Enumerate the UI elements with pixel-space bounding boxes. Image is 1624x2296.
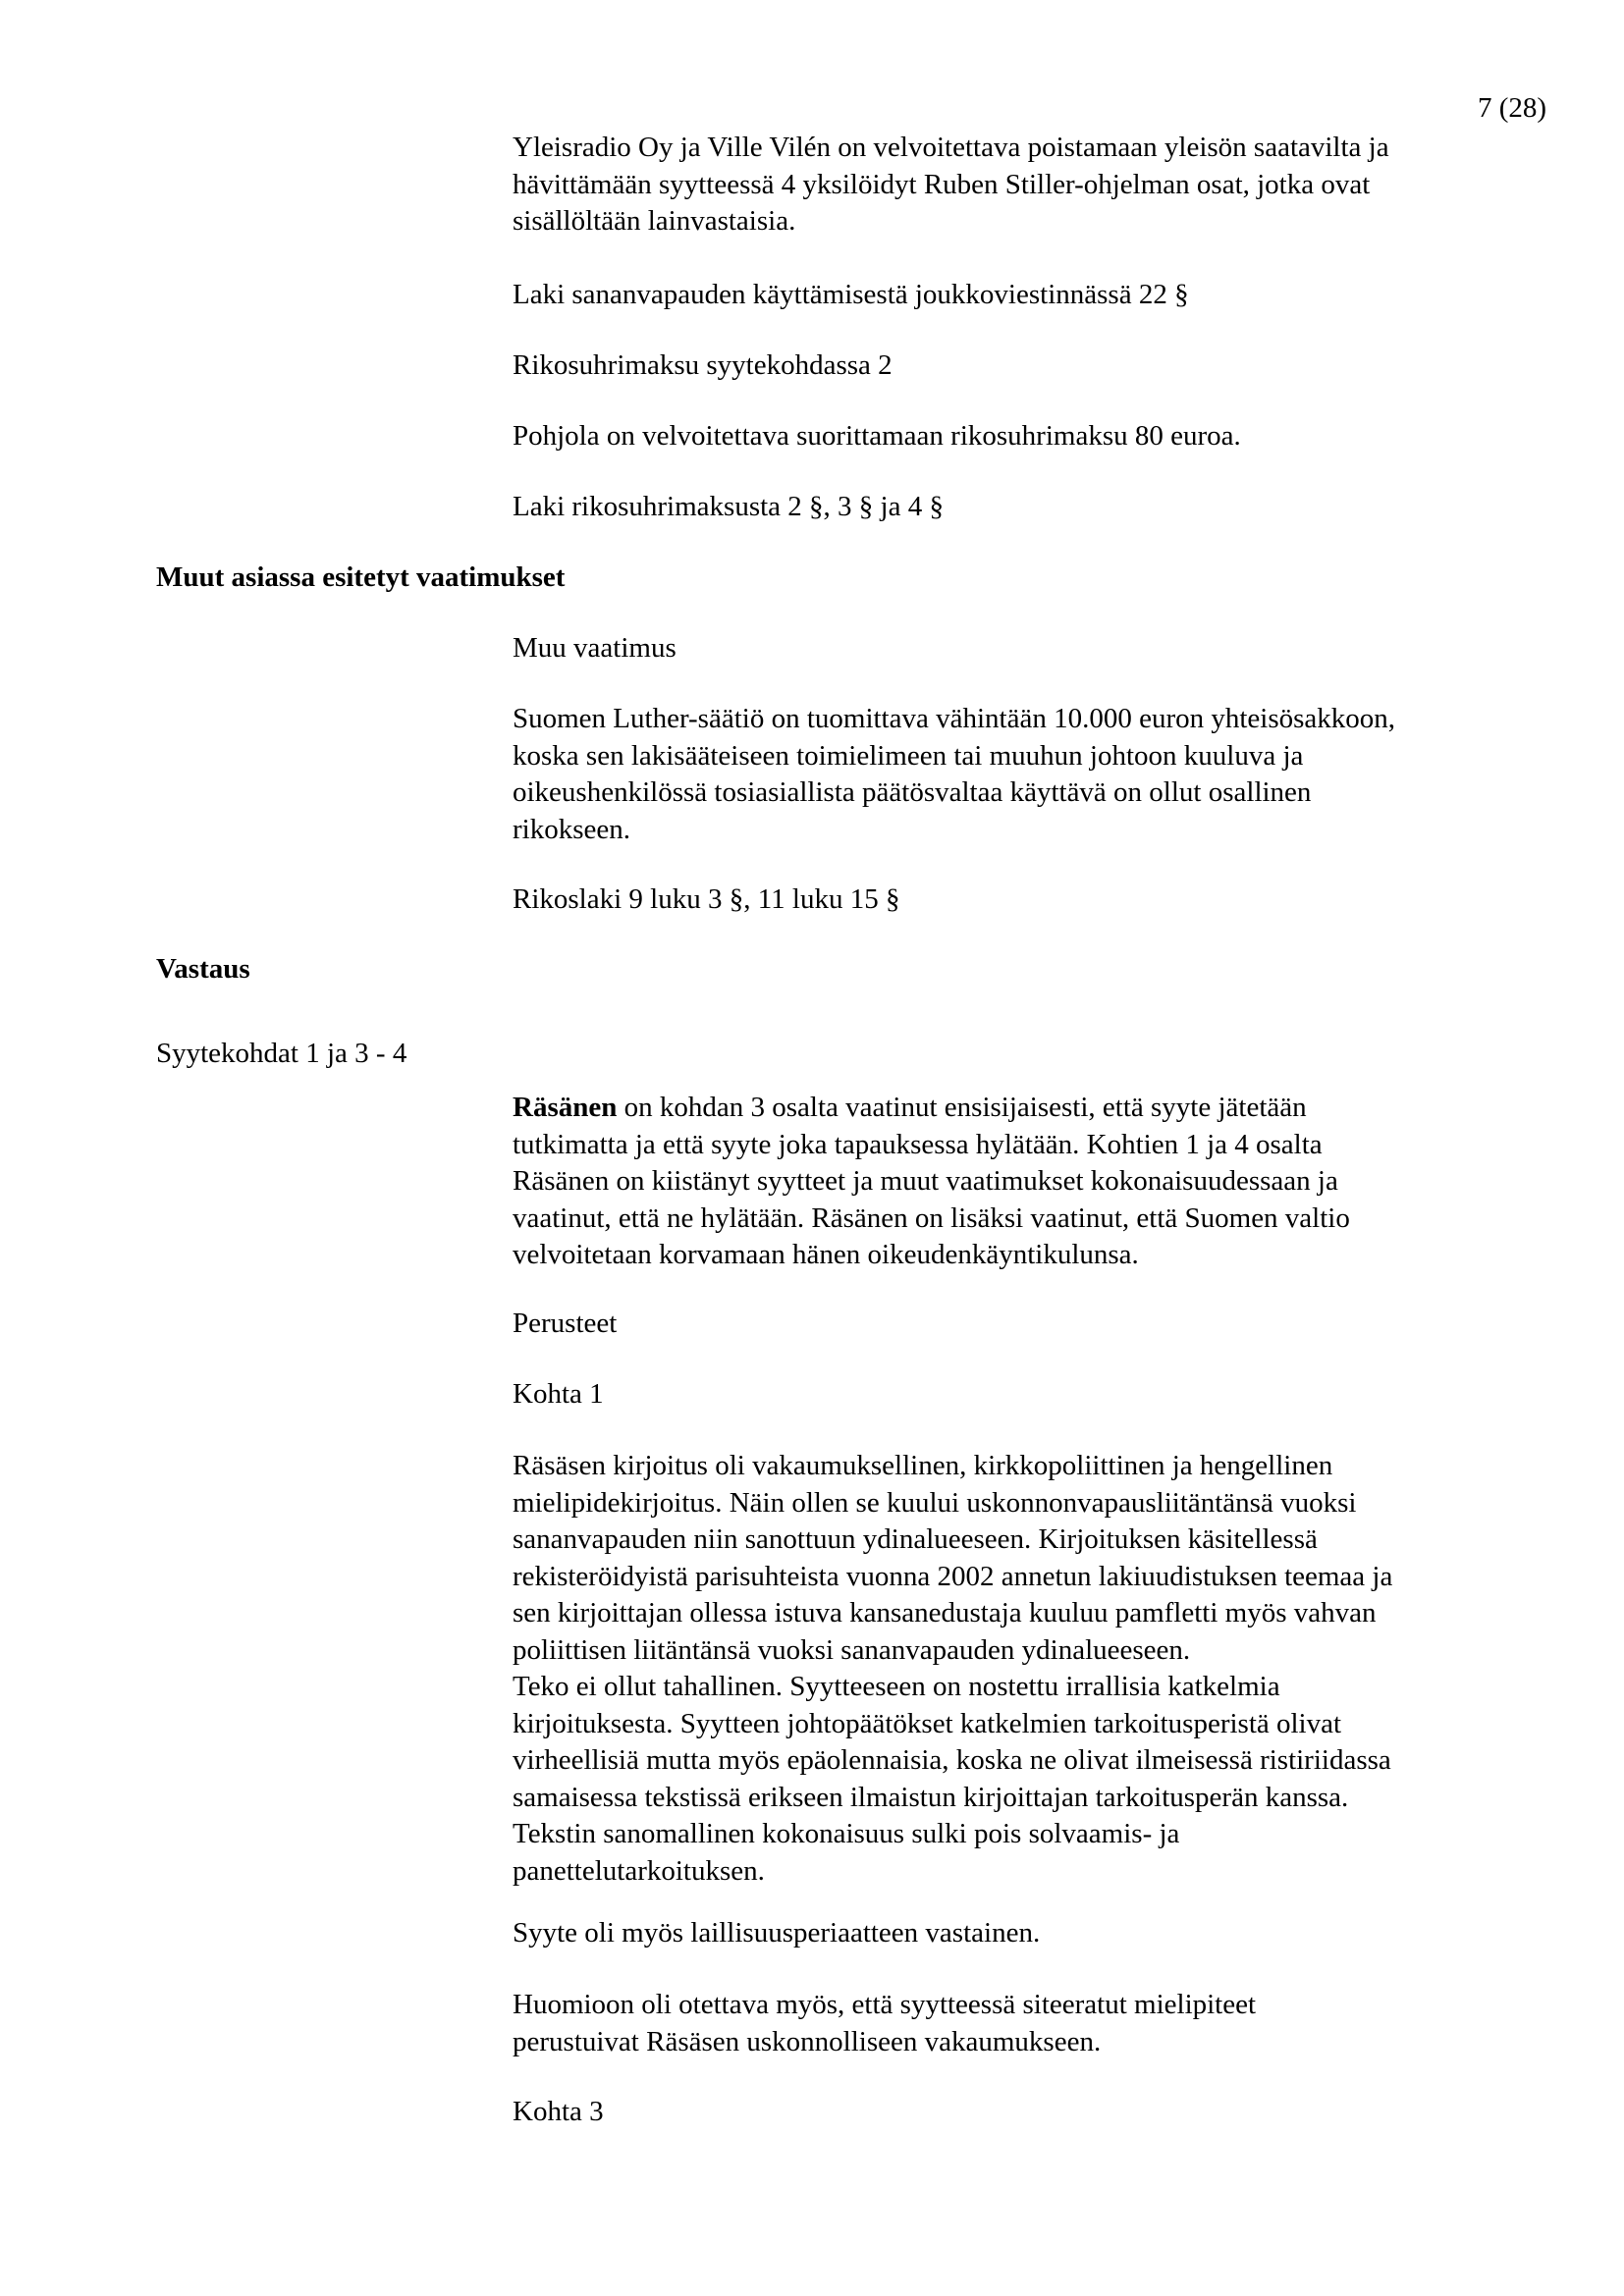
text-line: koska sen lakisääteiseen toimielimeen tai muuhun johtoon kuuluva ja	[513, 739, 1304, 772]
subheading-grounds	[513, 1306, 1553, 1343]
text-line: Yleisradio Oy ja Ville Vilén on velvoitettava poistamaan yleisön saatavilta ja	[513, 132, 1389, 163]
text-line: poliittisen liitäntänsä vuoksi sananvapauden ydinalueeseen.	[513, 1633, 1191, 1666]
paragraph-point-1-grounds	[513, 1448, 1553, 1890]
paragraph-criminal-code-ref	[513, 881, 1553, 919]
text-line: Huomioon oli otettava myös, että syytteessä siteeratut mielipiteet	[513, 1989, 1257, 2020]
text-line: Perusteet	[513, 1308, 618, 1339]
text-line: sen kirjoittajan ollessa istuva kansanedustaja kuuluu pamfletti myös vahvan	[513, 1597, 1377, 1629]
subheading-point-3	[513, 2094, 1553, 2131]
subheading-other-claim	[513, 630, 1553, 667]
section-heading-response: Vastaus	[156, 953, 250, 985]
text-line: Rikoslaki 9 luku 3 §, 11 luku 15 §	[513, 883, 900, 915]
text-line: vaatinut, että ne hylätään. Räsänen on lisäksi vaatinut, että Suomen valtio	[513, 1201, 1350, 1234]
defendant-name: Räsänen	[513, 1092, 618, 1123]
text-line: rekisteröidyistä parisuhteista vuonna 2002 annetun lakiuudistuksen teemaa ja	[513, 1560, 1393, 1592]
section-heading-other-claims: Muut asiassa esitetyt vaatimukset	[156, 561, 566, 593]
paragraph-religious-conviction	[513, 1987, 1553, 2060]
paragraph-rasanen-demands	[513, 1090, 1553, 1274]
text-line: Pohjola on velvoitettava suorittamaan rikosuhrimaksu 80 euroa.	[513, 420, 1241, 452]
text-fragment: on kohdan 3 osalta vaatinut ensisijaisesti, että syyte jätetään	[617, 1092, 1307, 1123]
text-line: Tekstin sanomallinen kokonaisuus sulki pois solvaamis- ja	[513, 1818, 1180, 1849]
paragraph-legality-principle	[513, 1915, 1553, 1952]
paragraph-removal-order	[513, 130, 1553, 240]
text-line: Kohta 1	[513, 1378, 604, 1410]
text-line: sananvapauden niin sanottuun ydinalueeseen. Kirjoituksen käsitellessä	[513, 1523, 1318, 1555]
text-line: virheellisiä mutta myös epäolennaisia, koska ne olivat ilmeisessä ristiriidassa	[513, 1744, 1391, 1776]
text-line: Räsänen on kiistänyt syytteet ja muut vaatimukset kokonaisuudessaan ja	[513, 1165, 1338, 1197]
text-line: kirjoituksesta. Syytteen johtopäätökset katkelmien tarkoitusperistä olivat	[513, 1707, 1342, 1739]
paragraph-corporate-fine	[513, 701, 1553, 848]
text-line: perustuivat Räsäsen uskonnolliseen vakaumukseen.	[513, 2025, 1102, 2057]
text-line: oikeushenkilössä tosiasiallista päätösvaltaa käyttävä on ollut osallinen	[513, 776, 1312, 808]
text-line: Muu vaatimus	[513, 632, 677, 664]
text-line: Teko ei ollut tahallinen. Syytteeseen on nostettu irrallisia katkelmia	[513, 1671, 1280, 1702]
paragraph-victim-fee-heading	[513, 347, 1553, 385]
text-line: Räsäsen kirjoitus oli vakaumuksellinen, kirkkopoliittinen ja hengellinen	[513, 1450, 1333, 1481]
label-charges: Syytekohdat 1 ja 3 - 4	[156, 1038, 407, 1069]
text-line: tutkimatta ja että syyte joka tapauksessa hylätään. Kohtien 1 ja 4 osalta	[513, 1128, 1323, 1160]
text-line: rikokseen.	[513, 813, 630, 845]
text-line: Laki sananvapauden käyttämisestä joukkoviestinnässä 22 §	[513, 279, 1189, 310]
text-line: Rikosuhrimaksu syytekohdassa 2	[513, 349, 893, 381]
text-line: Suomen Luther-säätiö on tuomittava vähintään 10.000 euron yhteisösakkoon,	[513, 703, 1396, 734]
paragraph-victim-fee	[513, 418, 1553, 455]
paragraph-victim-fee-law	[513, 489, 1553, 526]
text-line: velvoitetaan korvamaan hänen oikeudenkäyntikulunsa.	[513, 1239, 1139, 1270]
text-line: Kohta 3	[513, 2096, 604, 2127]
page-number: 7 (28)	[1478, 92, 1547, 124]
text-line: Syyte oli myös laillisuusperiaatteen vastainen.	[513, 1917, 1041, 1949]
paragraph-law-reference	[513, 277, 1553, 314]
text-line: hävittämään syytteessä 4 yksilöidyt Ruben Stiller-ohjelman osat, jotka ovat	[513, 168, 1371, 200]
text-line	[513, 1090, 1553, 1127]
text-line: samaisessa tekstissä erikseen ilmaistun kirjoittajan tarkoitusperän kanssa.	[513, 1781, 1349, 1813]
text-line: panettelutarkoituksen.	[513, 1854, 765, 1887]
text-line: Laki rikosuhrimaksusta 2 §, 3 § ja 4 §	[513, 491, 944, 522]
text-line: mielipidekirjoitus. Näin ollen se kuului uskonnonvapausliitäntänsä vuoksi	[513, 1486, 1357, 1519]
text-line: sisällöltään lainvastaisia.	[513, 205, 796, 237]
subheading-point-1	[513, 1376, 1553, 1414]
